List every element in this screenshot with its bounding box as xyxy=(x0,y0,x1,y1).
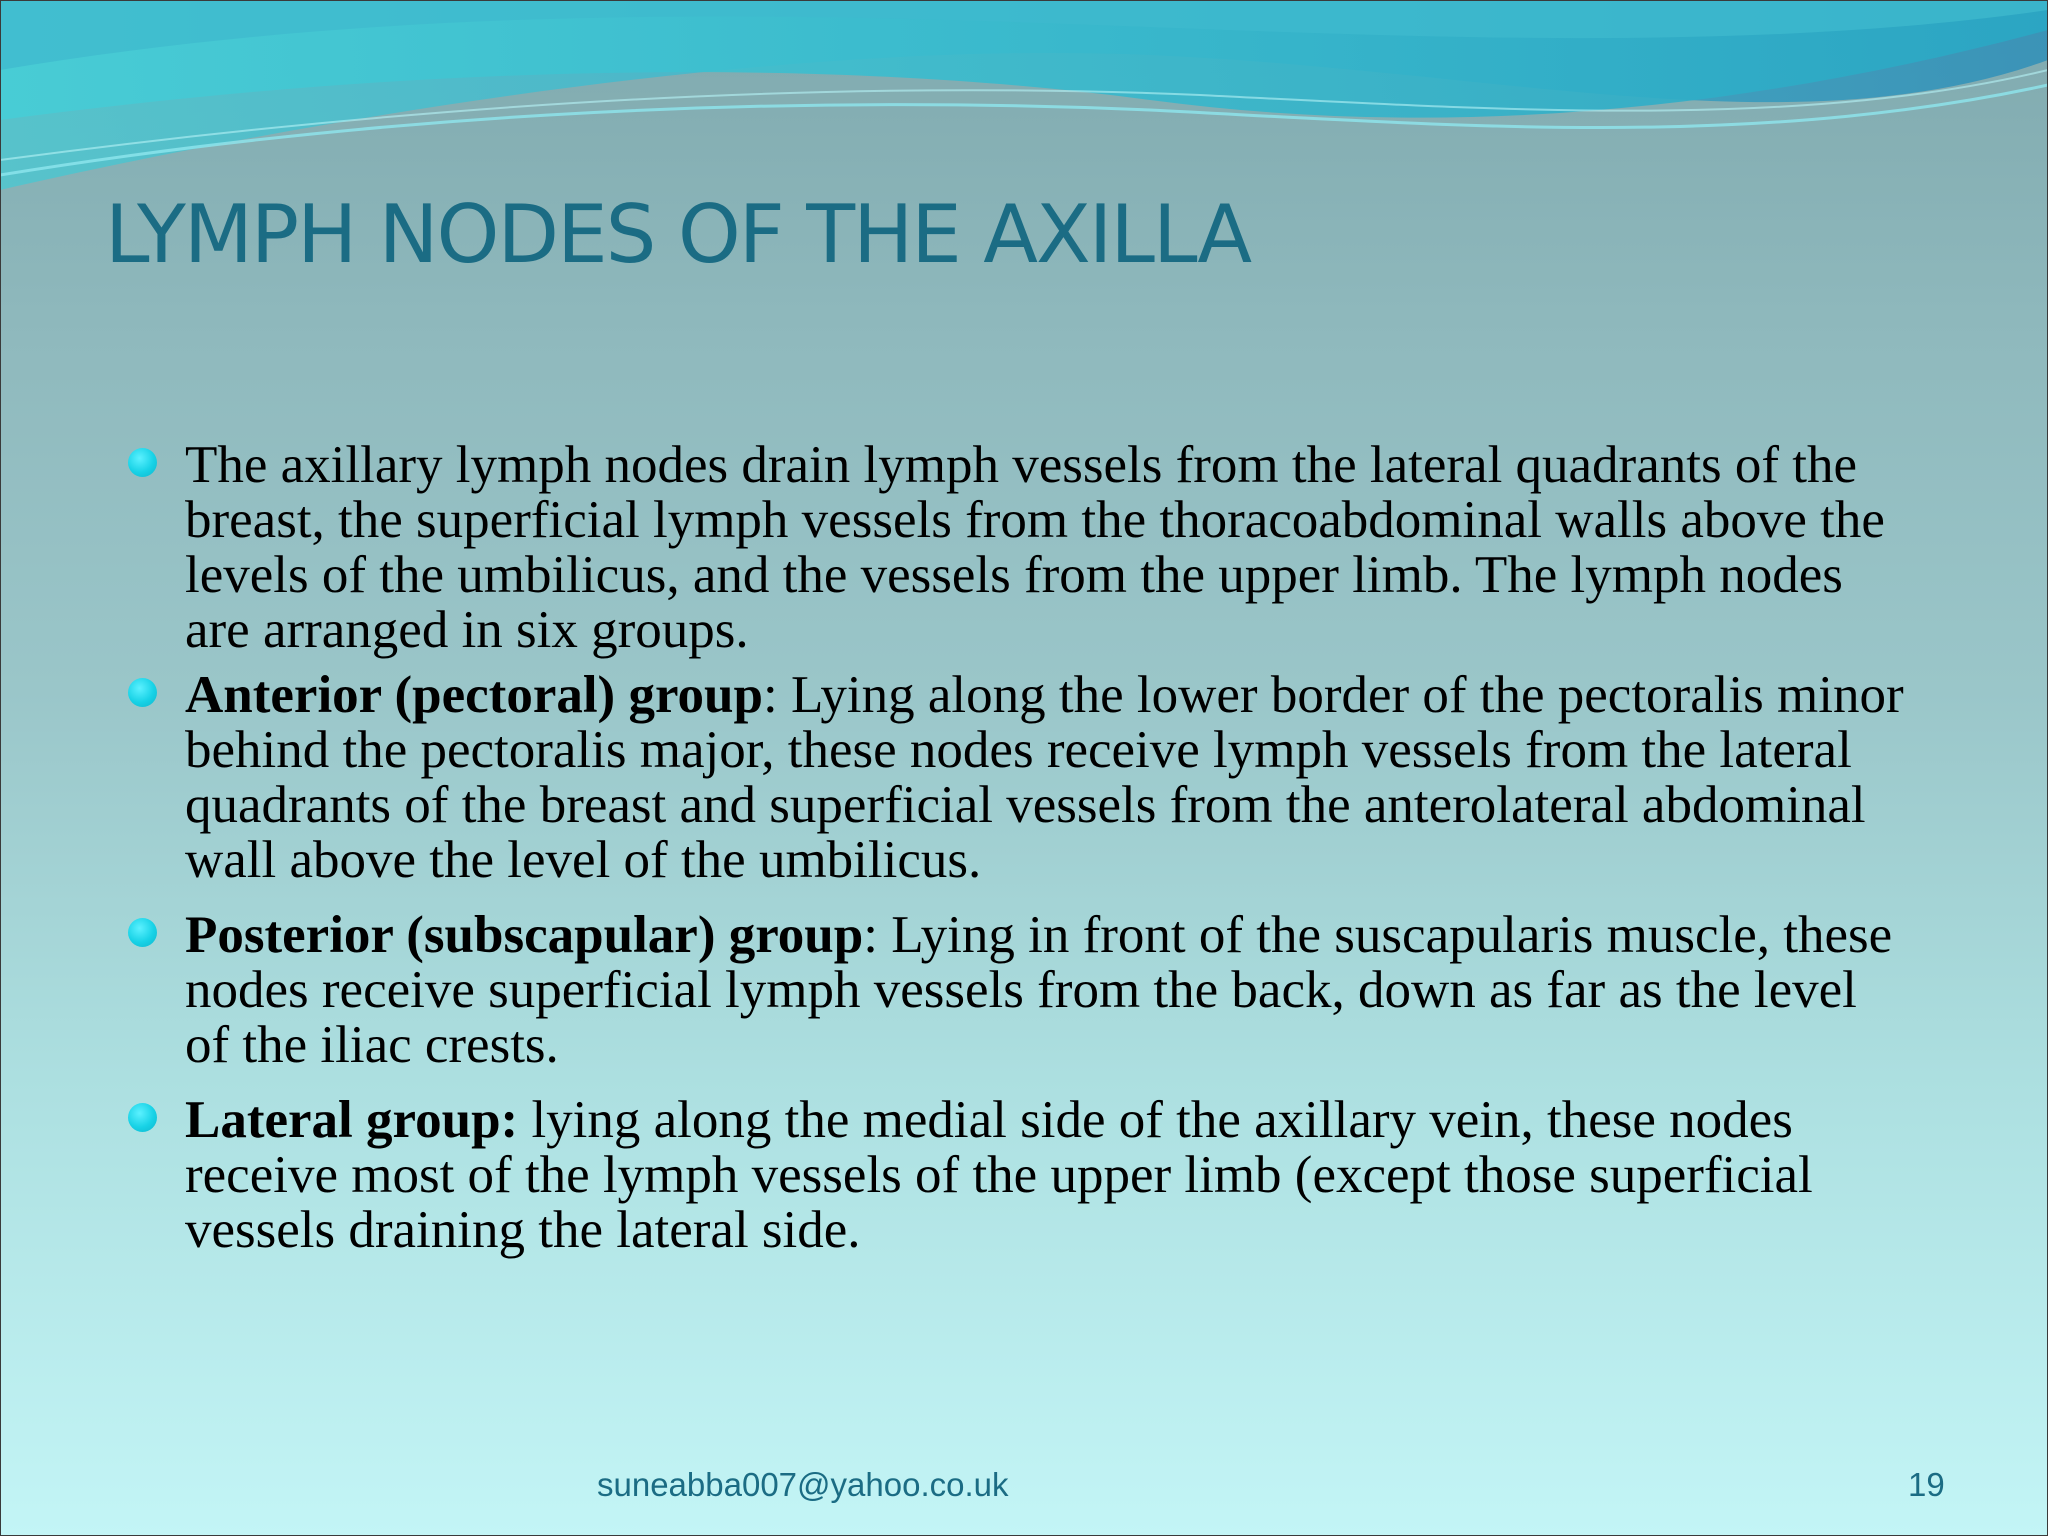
bullet-term: Anterior (pectoral) group xyxy=(185,666,763,724)
bullet-separator: : xyxy=(863,906,892,964)
bullet-text: lying along the medial side of the axillary vein, these nodes receive most of the lymph vessels of the upper limb (except those superficial vessels draining the lateral side. xyxy=(185,1091,1813,1259)
slide-title: LYMPH NODES OF THE AXILLA xyxy=(105,188,1251,281)
bullet-text: The axillary lymph nodes drain lymph vessels from the lateral quadrants of the breast, the superficial lymph vessels from the thoracoabdominal walls above the levels of the umbilicus, and the vessels from the upper limb. The lymph nodes are arranged in six groups. xyxy=(185,436,1885,659)
page-number: 19 xyxy=(1908,1466,1945,1503)
bullet-text: Lying in front of the suscapularis muscle, these nodes receive superficial lymph vessels from the back, down as far as the level of the iliac crests. xyxy=(185,906,1893,1074)
bullet-text: Lying along the lower border of the pectoralis minor behind the pectoralis major, these nodes receive lymph vessels from the lateral quadrants of the breast and superficial vessels from the anterolateral abdominal wall above the level of the umbilicus. xyxy=(185,666,1904,889)
bullet-dot-icon xyxy=(128,918,157,947)
list-item xyxy=(125,668,1905,888)
bullet-separator xyxy=(518,1091,531,1149)
list-item xyxy=(125,438,1905,658)
list-item xyxy=(125,1093,1905,1258)
bullet-separator: : xyxy=(762,666,791,724)
bullet-list xyxy=(125,438,1905,1268)
list-item xyxy=(125,908,1905,1073)
bullet-term: Posterior (subscapular) group xyxy=(185,906,864,964)
bullet-dot-icon xyxy=(128,448,157,477)
footer-email: suneabba007@yahoo.co.uk xyxy=(597,1466,1009,1503)
bullet-dot-icon xyxy=(128,678,157,707)
bullet-dot-icon xyxy=(128,1103,157,1132)
bullet-term: Lateral group: xyxy=(185,1091,519,1149)
